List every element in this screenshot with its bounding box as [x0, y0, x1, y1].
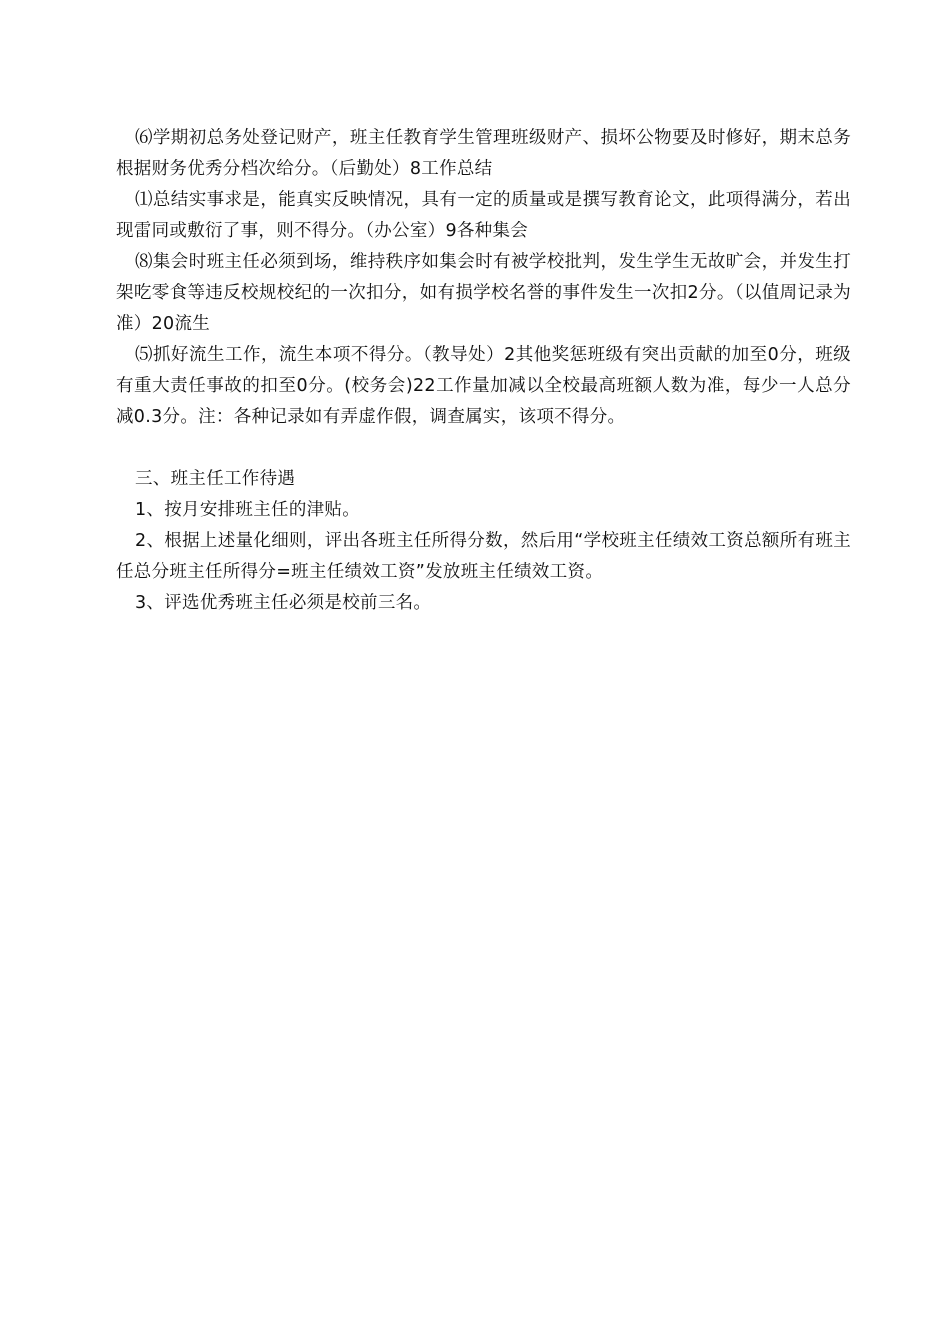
document-body	[116, 123, 851, 619]
paragraph-excellent-teacher: 3、评选优秀班主任必须是校前三名。	[135, 593, 432, 613]
paragraph-student-dropout: ⑸抓好流生工作，流生本项不得分。（教导处）2其他奖惩班级有突出贡献的加至0分，班级有重大责任事故的扣至0分。(校务会)22工作量加减以全校最高班额人数为准，每少一人总分减0.3分。注：各种记录如有弄虚作假，调查属实，该项不得分。	[116, 345, 851, 427]
paragraph-work-summary: ⑴总结实事求是，能真实反映情况，具有一定的质量或是撰写教育论文，此项得满分，若出现雷同或敷衍了事，则不得分。（办公室）9各种集会	[116, 190, 851, 241]
section-spacer	[116, 433, 851, 464]
paragraph-performance-pay: 2、根据上述量化细则，评出各班主任所得分数，然后用“学校班主任绩效工资总额所有班主任总分班主任所得分=班主任绩效工资”发放班主任绩效工资。	[116, 531, 851, 582]
paragraph-assemblies: ⑻集会时班主任必须到场，维持秩序如集会时有被学校批判，发生学生无故旷会，并发生打架吃零食等违反校规校纪的一次扣分，如有损学校名誉的事件发生一次扣2分。（以值周记录为准）20流生	[116, 252, 851, 334]
paragraph-allowance: 1、按月安排班主任的津贴。	[135, 500, 361, 520]
paragraph-property-management: ⑹学期初总务处登记财产，班主任教育学生管理班级财产、损坏公物要及时修好，期末总务根据财务优秀分档次给分。（后勤处）8工作总结	[116, 128, 851, 179]
section-heading: 三、班主任工作待遇	[135, 469, 296, 489]
